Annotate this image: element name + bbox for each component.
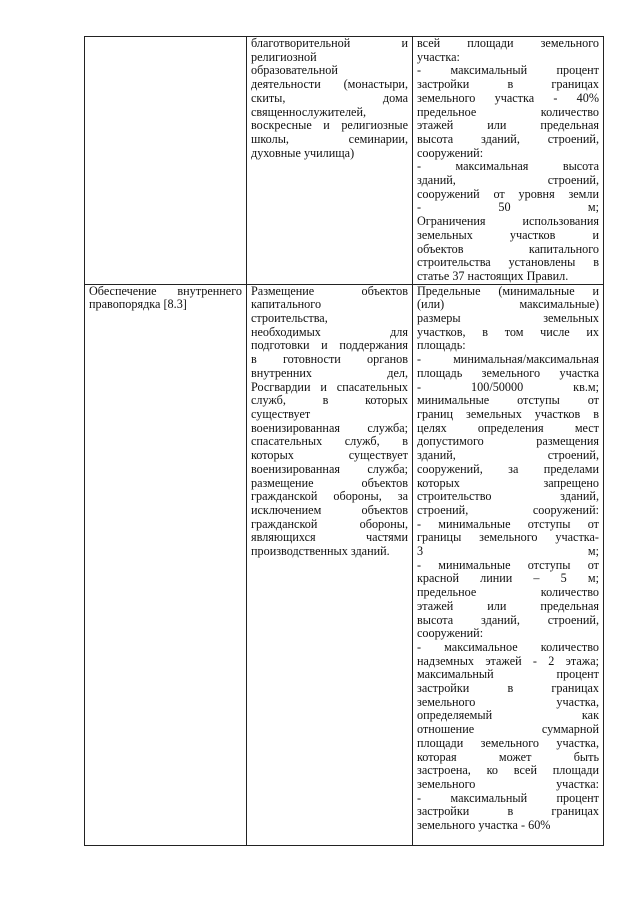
table-row	[85, 284, 604, 845]
cell-text-line: отношение суммарной	[417, 722, 599, 737]
cell-text-line: деятельности (монастыри,	[251, 77, 408, 92]
cell-text-line: Ограничения использования	[417, 214, 599, 229]
cell-text-line: строительства установлены в	[417, 255, 599, 270]
cell-text-line: религиозной	[251, 49, 317, 64]
table-row	[85, 37, 604, 285]
cell-text-line: застройки в границах	[417, 77, 599, 92]
cell-text-line: площади земельного участка,	[417, 735, 599, 750]
cell-text-line: минимальные отступы от	[417, 393, 599, 408]
cell-text-line: являющихся частями	[251, 530, 408, 545]
cell-text-line: земельного участка:	[417, 776, 599, 791]
cell-text-line: воскресные и религиозные	[251, 118, 408, 133]
cell-text-line: священнослужителей,	[251, 104, 367, 119]
cell-text-line: служб, в которых	[251, 393, 408, 408]
cell-text-line: строительство зданий,	[417, 489, 599, 504]
cell-text-line: которая может быть	[417, 749, 599, 764]
cell-text-line: этажей или предельная	[417, 118, 599, 133]
cell-text-line: в готовности органов	[251, 352, 408, 367]
cell-text-line: духовные училища)	[251, 145, 355, 160]
cell-text-line: - максимальный процент	[417, 63, 599, 78]
cell-text-line: - 100/50000 кв.м;	[417, 379, 599, 394]
cell-text-line: - минимальные отступы от	[417, 557, 599, 572]
cell-text-line: определяемый как	[417, 708, 599, 723]
cell-text-line: статье 37 настоящих Правил.	[417, 268, 569, 283]
cell-text-line: застройки в границах	[417, 804, 599, 819]
cell-text-line: объектов капитального	[417, 241, 599, 256]
cell-text-line: правопорядка [8.3]	[89, 297, 187, 312]
cell-text-line: - максимальное количество	[417, 639, 599, 654]
cell-text-line: производственных зданий.	[251, 544, 390, 559]
cell-text-line: высота зданий, строений,	[417, 131, 599, 146]
cell-text-line: земельного участка - 60%	[417, 818, 551, 833]
cell-text-line: военизированная служба;	[251, 461, 408, 476]
cell-text-line: допустимого размещения	[417, 434, 599, 449]
cell-text-line: строений, сооружений:	[417, 502, 599, 517]
cell-text-line: Росгвардии и спасательных	[251, 379, 408, 394]
cell-text-line: предельное количество	[417, 585, 599, 600]
cell-text-line: - максимальный процент	[417, 790, 599, 805]
cell-text-line: гражданской обороны,	[251, 516, 408, 531]
cell-text-line: участка:	[417, 49, 460, 64]
cell-text-line: - минимальные отступы от	[417, 516, 599, 531]
cell-text-line: внутренних дел,	[251, 365, 408, 380]
cell-text-line: сооружений от уровня земли	[417, 186, 599, 201]
cell-text-line: участков, в том числе их	[417, 324, 599, 339]
cell-text-line: строительства,	[251, 311, 328, 326]
table-cell-parameters	[413, 284, 604, 845]
cell-text-line: сооружений, за пределами	[417, 461, 599, 476]
cell-text-line: - максимальная высота	[417, 159, 599, 174]
cell-text-line: границ земельных участков в	[417, 406, 599, 421]
cell-text-line: гражданской обороны, за	[251, 489, 408, 504]
cell-text-line: границы земельного участка-	[417, 530, 599, 545]
cell-text-line: целях определения мест	[417, 420, 599, 435]
cell-text-line: Предельные (минимальные и	[417, 283, 599, 298]
cell-text-line: сооружений:	[417, 145, 484, 160]
cell-text-line: (или) максимальные)	[417, 297, 599, 312]
cell-text-line: земельных участков и	[417, 227, 599, 242]
cell-text-line: необходимых для	[251, 324, 408, 339]
cell-text-line: - 50 м;	[417, 200, 599, 215]
zoning-table	[84, 36, 604, 846]
cell-text-line: скиты, дома	[251, 90, 408, 105]
cell-text-line: этажей или предельная	[417, 598, 599, 613]
cell-text-line: зданий, строений,	[417, 448, 599, 463]
cell-text-line: военизированная служба;	[251, 420, 408, 435]
cell-text-line: застроена, ко всей площади	[417, 763, 599, 778]
table-cell-description	[247, 284, 413, 845]
cell-text-line: всей площади земельного	[417, 36, 599, 50]
cell-text-line: капитального	[251, 297, 322, 312]
cell-text-line: 3 м;	[417, 544, 599, 559]
cell-text-line: сооружений:	[417, 626, 484, 641]
cell-text-line: исключением объектов	[251, 502, 408, 517]
cell-text-line: существует	[251, 406, 311, 421]
cell-text-line: образовательной	[251, 63, 338, 78]
cell-text-line: благотворительной и	[251, 36, 408, 50]
cell-text-line: высота зданий, строений,	[417, 612, 599, 627]
cell-text-line: Размещение объектов	[251, 283, 408, 298]
cell-text-line: надземных этажей - 2 этажа;	[417, 653, 599, 668]
cell-text-line: спасательных служб, в	[251, 434, 408, 449]
cell-text-line: Обеспечение внутреннего	[89, 283, 242, 298]
cell-text-line: застройки в границах	[417, 681, 599, 696]
cell-text-line: размеры земельных	[417, 311, 599, 326]
cell-text-line: красной линии – 5 м;	[417, 571, 599, 586]
table-cell-use-type	[85, 37, 247, 285]
table-cell-use-type	[85, 284, 247, 845]
cell-text-line: подготовки и поддержания	[251, 338, 408, 353]
cell-text-line: земельного участка,	[417, 694, 599, 709]
cell-text-line: площадь земельного участка	[417, 365, 599, 380]
cell-text-line: зданий, строений,	[417, 173, 599, 188]
cell-text-line: которых существует	[251, 448, 408, 463]
cell-text-line: которых запрещено	[417, 475, 599, 490]
cell-text-line: площадь:	[417, 338, 466, 353]
table-cell-parameters	[413, 37, 604, 285]
cell-text-line: размещение объектов	[251, 475, 408, 490]
table-cell-description	[247, 37, 413, 285]
cell-text-line: максимальный процент	[417, 667, 599, 682]
cell-text-line: земельного участка - 40%	[417, 90, 599, 105]
cell-text-line: школы, семинарии,	[251, 131, 408, 146]
cell-text-line: - минимальная/максимальная	[417, 352, 599, 367]
cell-text-line: предельное количество	[417, 104, 599, 119]
